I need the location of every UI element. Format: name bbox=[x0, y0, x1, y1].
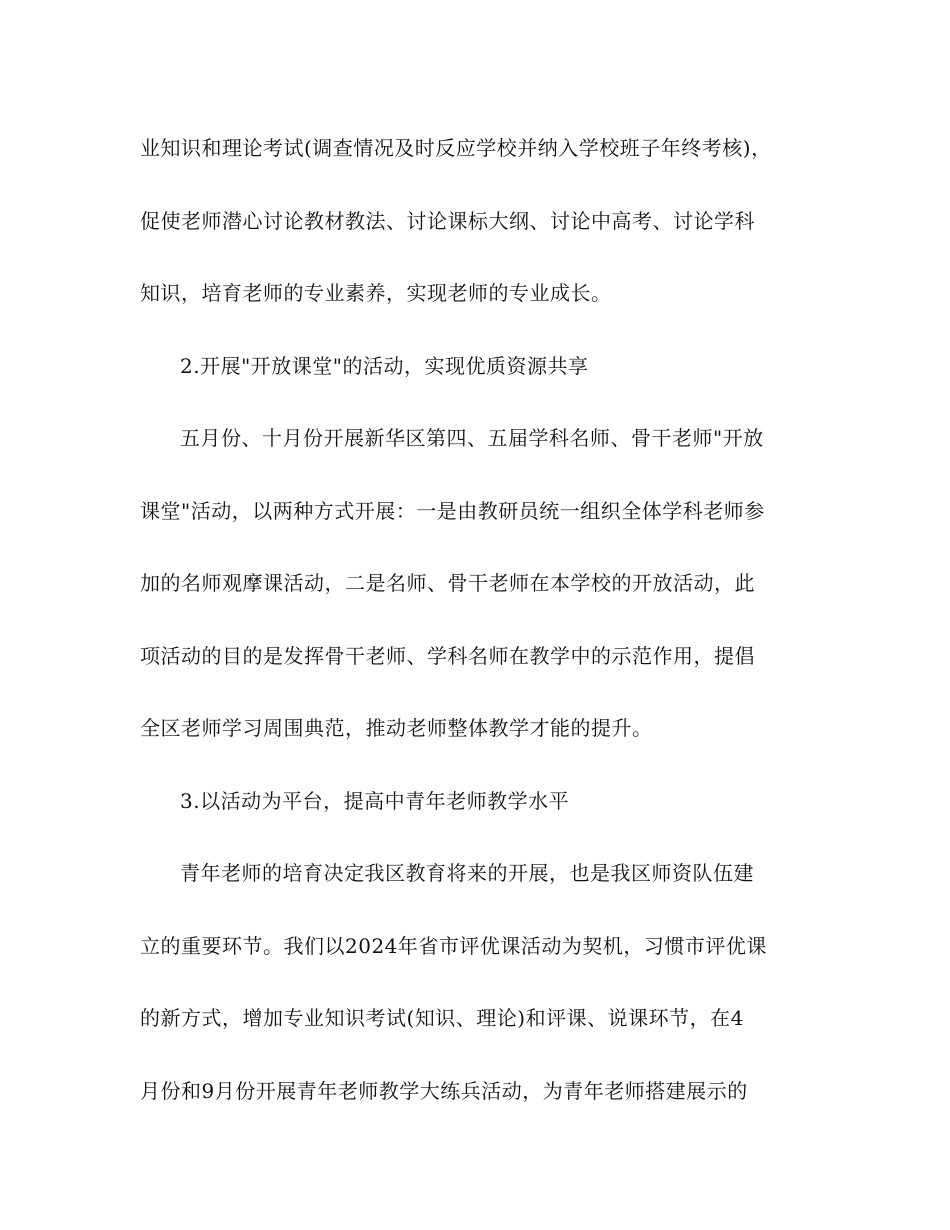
paragraph-line: 项活动的目的是发挥骨干老师、学科名师在教学中的示范作用，提倡 bbox=[140, 643, 755, 668]
paragraph-line: 月份和9月份开展青年老师教学大练兵活动，为青年老师搭建展示的 bbox=[140, 1078, 748, 1103]
paragraph-line: 知识，培育老师的专业素养，实现老师的专业成长。 bbox=[140, 281, 612, 305]
document-body bbox=[140, 122, 820, 1137]
paragraph-line: 全区老师学习周围典范，推动老师整体教学才能的提升。 bbox=[140, 716, 653, 740]
paragraph-line: 业知识和理论考试(调查情况及时反应学校并纳入学校班子年终考核)， bbox=[140, 136, 772, 160]
paragraph-line: 课堂"活动，以两种方式开展：一是由教研员统一组织全体学科老师参 bbox=[140, 498, 765, 523]
section-heading: 3.以活动为平台，提高中青年老师教学水平 bbox=[180, 788, 570, 813]
paragraph-line: 加的名师观摩课活动，二是名师、骨干老师在本学校的开放活动，此 bbox=[140, 571, 755, 595]
paragraph-line: 青年老师的培育决定我区教育将来的开展，也是我区师资队伍建 bbox=[180, 861, 754, 885]
section-heading: 2.开展"开放课堂"的活动，实现优质资源共享 bbox=[180, 353, 589, 378]
paragraph-line: 立的重要环节。我们以2024年省市评优课活动为契机，习惯市评优课 bbox=[140, 933, 767, 958]
paragraph-line: 促使老师潜心讨论教材教法、讨论课标大纲、讨论中高考、讨论学科 bbox=[140, 208, 755, 233]
paragraph-line: 的新方式，增加专业知识考试(知识、理论)和评课、说课环节，在4 bbox=[140, 1006, 744, 1030]
paragraph-line: 五月份、十月份开展新华区第四、五届学科名师、骨干老师"开放 bbox=[180, 426, 764, 450]
